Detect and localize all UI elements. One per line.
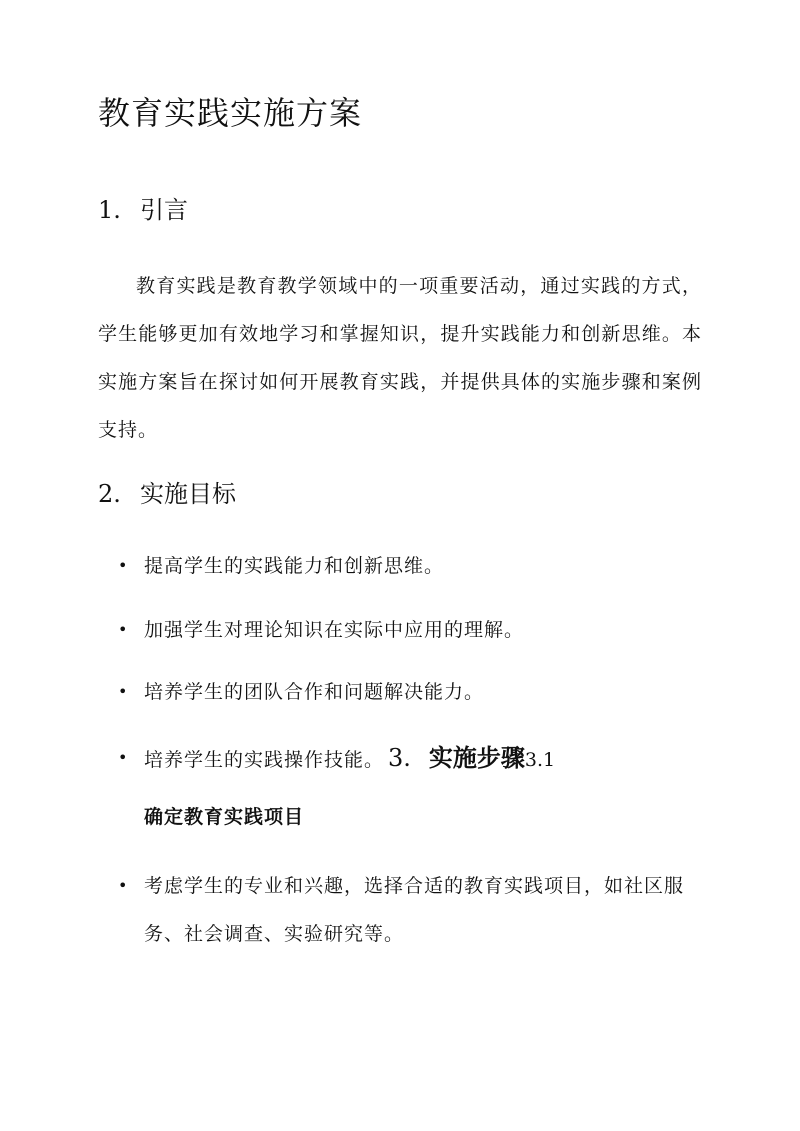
intro-paragraph: 教育实践是教育教学领域中的一项重要活动，通过实践的方式，学生能够更加有效地学习和掌握知识，提升实践能力和创新思维。本实施方案旨在探讨如何开展教育实践，并提供具体的实施步骤和案例支持。 <box>98 275 702 441</box>
section-title: 引言 <box>140 196 188 224</box>
section-title: 实施目标 <box>140 480 236 508</box>
goal-list-item <box>118 734 708 784</box>
goal-item-text: 提高学生的实践能力和创新思维。 <box>144 555 445 577</box>
goal-item-text-with-heading <box>118 734 708 784</box>
section-heading-intro <box>98 196 188 225</box>
step-item-text: 考虑学生的专业和兴趣，选择合适的教育实践项目，如社区服务、社会调查、实验研究等。 <box>144 875 685 945</box>
bullet-icon: • <box>118 876 129 895</box>
goal-item-text: 培养学生的团队合作和问题解决能力。 <box>144 681 485 703</box>
goal-item-text: 培养学生的实践操作技能。 <box>144 749 385 771</box>
goal-item-text: 加强学生对理论知识在实际中应用的理解。 <box>144 619 525 641</box>
section-number: 2. <box>98 480 121 508</box>
section-title: 实施步骤 <box>428 743 525 772</box>
goal-list-item <box>118 606 708 654</box>
goal-list-item <box>118 542 708 590</box>
document-title: 教育实践实施方案 <box>98 94 363 132</box>
section-heading-steps <box>384 743 555 772</box>
subsection-title: 确定教育实践项目 <box>144 806 305 828</box>
goal-list-item <box>118 668 708 716</box>
bullet-icon: • <box>118 748 129 767</box>
bullet-icon: • <box>118 556 129 575</box>
section-number: 3. <box>388 744 411 772</box>
bullet-icon: • <box>118 620 129 639</box>
step-list-item <box>118 862 708 958</box>
section-number: 1. <box>98 196 121 224</box>
bullet-icon: • <box>118 682 129 701</box>
subsection-number: 3.1 <box>524 749 556 771</box>
section-heading-goals <box>98 480 236 509</box>
